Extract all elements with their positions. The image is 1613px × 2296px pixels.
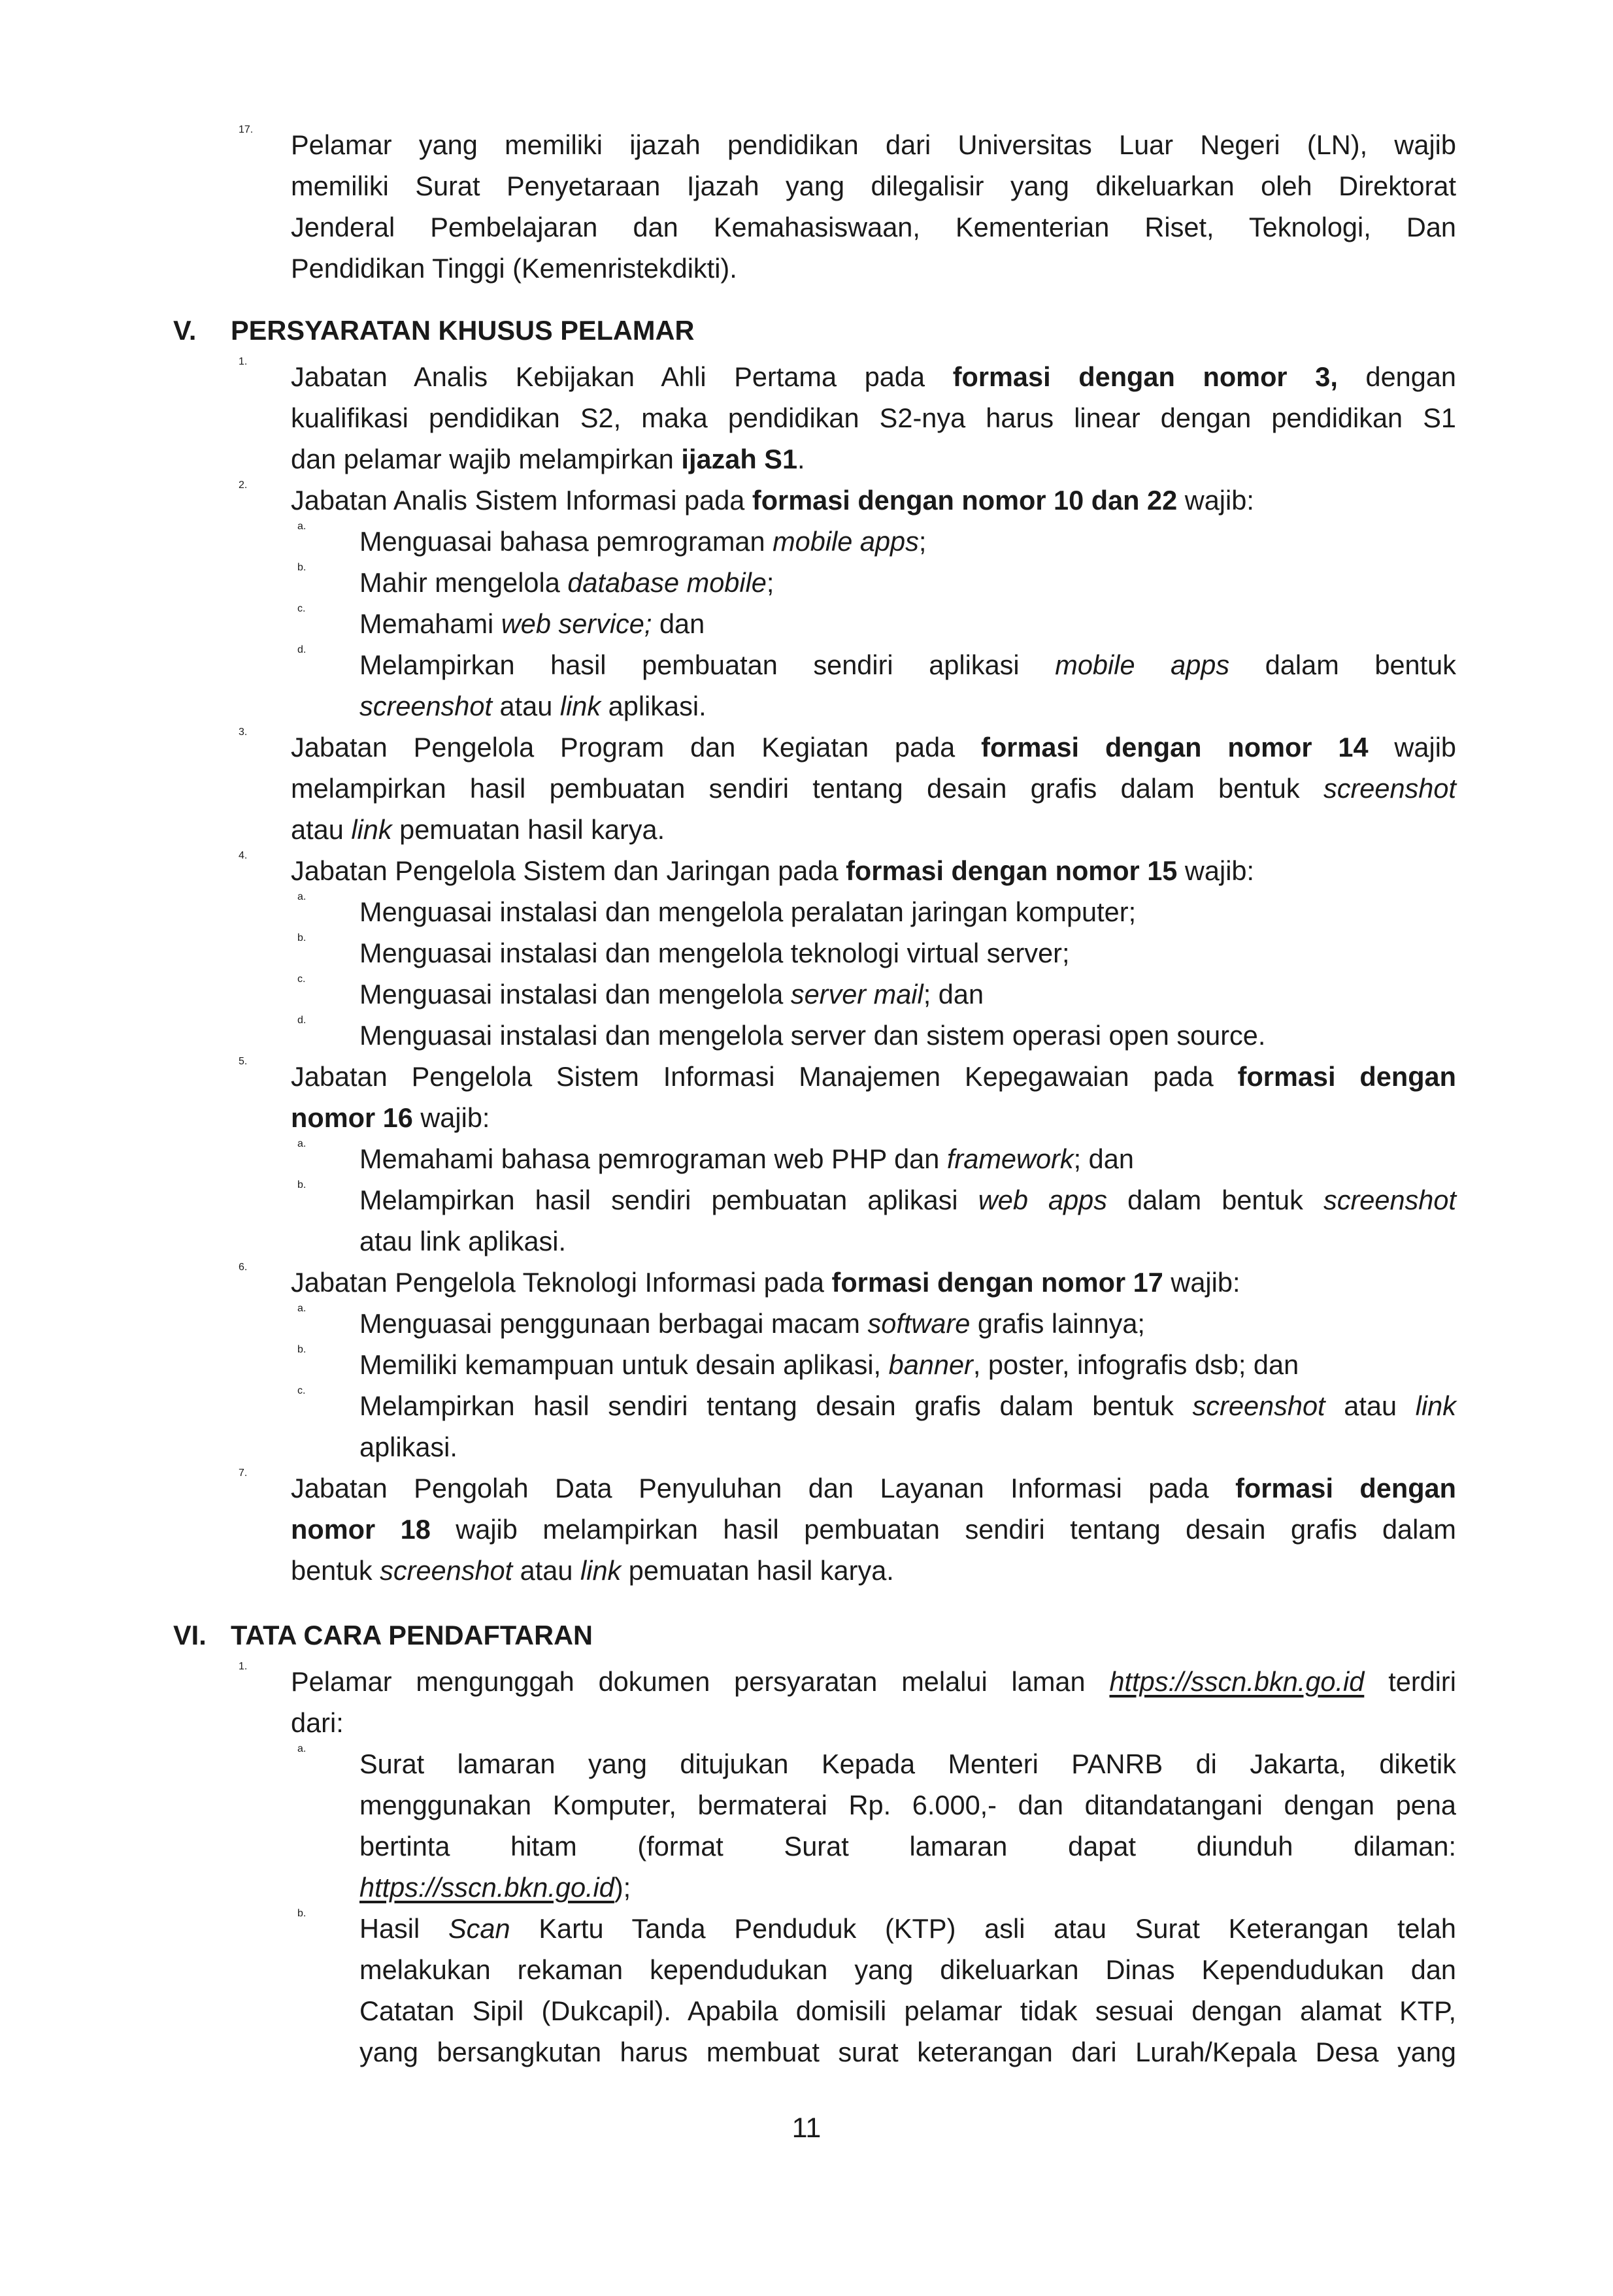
item-number: 7. [239, 1468, 248, 1479]
text-line: Menguasai instalasi dan mengelola server dan sistem operasi open source. [359, 1020, 1266, 1051]
text-line: Menguasai penggunaan berbagai macam software grafis lainnya; [359, 1308, 1145, 1339]
list-item-v7 [163, 1468, 1456, 1591]
text-line: nomor 16 wajib: [291, 1102, 490, 1133]
page-number: 11 [791, 2112, 822, 2144]
item-number: 17. [239, 124, 254, 135]
section-number: VI. [173, 1620, 207, 1650]
text-line: Memahami bahasa pemrograman web PHP dan framework; dan [359, 1143, 1134, 1174]
text-line: kualifikasi pendidikan S2, maka pendidikan S2-nya harus linear dengan pendidikan S1 [291, 402, 1456, 433]
list-item-v5 [163, 1056, 1456, 1138]
text-line: Jabatan Pengolah Data Penyuluhan dan Layanan Informasi pada formasi dengan [291, 1473, 1456, 1503]
section-number: V. [173, 315, 197, 346]
list-item-v4 [163, 850, 1456, 891]
item-number: 5. [239, 1056, 248, 1067]
text-line: Memahami web service; dan [359, 608, 705, 639]
sub-item-v2d [163, 644, 1456, 727]
item-number: 3. [239, 727, 248, 738]
sub-item-letter: a. [297, 891, 307, 902]
text-line: Jabatan Analis Kebijakan Ahli Pertama pada formasi dengan nomor 3, dengan [291, 361, 1456, 392]
sub-item-v6a [163, 1303, 1456, 1344]
text-line: bertinta hitam (format Surat lamaran dapat diunduh dilaman: [359, 1831, 1456, 1861]
sub-item-letter: a. [297, 1138, 307, 1149]
sub-item-letter: c. [297, 974, 306, 985]
text-line: Melampirkan hasil pembuatan sendiri aplikasi mobile apps dalam bentuk [359, 649, 1456, 680]
text-line: Jenderal Pembelajaran dan Kemahasiswaan, Kementerian Riset, Teknologi, Dan [291, 212, 1456, 242]
text-line: Jabatan Pengelola Sistem Informasi Manajemen Kepegawaian pada formasi dengan [291, 1061, 1456, 1092]
sub-item-vi1a [163, 1743, 1456, 1908]
item-number: 1. [239, 1661, 248, 1672]
text-line: Catatan Sipil (Dukcapil). Apabila domisili pelamar tidak sesuai dengan alamat KTP, [359, 1995, 1456, 2026]
sub-item-v5b [163, 1179, 1456, 1262]
list-item-v1 [163, 356, 1456, 480]
sscn-link[interactable]: https://sscn.bkn.go.id [359, 1872, 614, 1903]
sub-item-letter: b. [297, 1179, 307, 1190]
text-line: aplikasi. [359, 1432, 457, 1462]
text-line: melakukan rekaman kependudukan yang dikeluarkan Dinas Kependudukan dan [359, 1954, 1456, 1985]
text-line: Jabatan Pengelola Sistem dan Jaringan pada formasi dengan nomor 15 wajib: [291, 855, 1255, 886]
text-line: Hasil Scan Kartu Tanda Penduduk (KTP) asli atau Surat Keterangan telah [359, 1913, 1456, 1944]
list-item-v6 [163, 1262, 1456, 1303]
sscn-link[interactable]: https://sscn.bkn.go.id [1109, 1666, 1365, 1697]
text-line: nomor 18 wajib melampirkan hasil pembuatan sendiri tentang desain grafis dalam [291, 1514, 1457, 1545]
text-line: dari: [291, 1707, 344, 1738]
list-item-vi1 [163, 1661, 1456, 1743]
sub-item-v4d [163, 1015, 1456, 1056]
text-line: bentuk screenshot atau link pemuatan hasil karya. [291, 1555, 894, 1586]
text-line: menggunakan Komputer, bermaterai Rp. 6.000,- dan ditandatangani dengan pena [359, 1790, 1456, 1820]
text-line: Pelamar mengunggah dokumen persyaratan melalui laman https://sscn.bkn.go.id terdiri [291, 1666, 1456, 1697]
text-line: Pendidikan Tinggi (Kemenristekdikti). [291, 253, 737, 284]
sub-item-v4c [163, 974, 1456, 1015]
sub-item-v6c [163, 1385, 1456, 1468]
item-number: 4. [239, 850, 248, 861]
text-line: dan pelamar wajib melampirkan ijazah S1. [291, 444, 805, 474]
text-line: Melampirkan hasil sendiri pembuatan aplikasi web apps dalam bentuk screenshot [359, 1185, 1456, 1215]
sub-item-letter: c. [297, 1385, 306, 1396]
sub-item-letter: d. [297, 1015, 307, 1026]
section-title: TATA CARA PENDAFTARAN [231, 1620, 593, 1650]
sub-item-letter: a. [297, 521, 307, 532]
list-item-v3 [163, 727, 1456, 850]
page-content [163, 124, 1456, 2073]
text-line: atau link aplikasi. [359, 1226, 567, 1256]
item-number: 2. [239, 480, 248, 491]
item-number: 1. [239, 356, 248, 367]
text-line: Surat lamaran yang ditujukan Kepada Menteri PANRB di Jakarta, diketik [359, 1748, 1456, 1779]
text-line: Mahir mengelola database mobile; [359, 567, 774, 598]
text-line: melampirkan hasil pembuatan sendiri tentang desain grafis dalam bentuk screenshot [291, 773, 1456, 804]
list-item-v2 [163, 480, 1456, 521]
list-item-17 [163, 124, 1456, 289]
sub-item-letter: a. [297, 1303, 307, 1314]
text-line: Menguasai instalasi dan mengelola peralatan jaringan komputer; [359, 896, 1137, 927]
text-line: Menguasai bahasa pemrograman mobile apps; [359, 526, 927, 557]
text-line: yang bersangkutan harus membuat surat keterangan dari Lurah/Kepala Desa yang [359, 2037, 1456, 2067]
text-line: Jabatan Analis Sistem Informasi pada formasi dengan nomor 10 dan 22 wajib: [291, 485, 1254, 516]
sub-item-letter: a. [297, 1743, 307, 1754]
sub-item-letter: b. [297, 932, 307, 943]
sub-item-letter: b. [297, 1908, 307, 1919]
text-line: screenshot atau link aplikasi. [359, 691, 707, 721]
text-line: memiliki Surat Penyetaraan Ijazah yang dilegalisir yang dikeluarkan oleh Direktorat [291, 171, 1456, 201]
sub-item-letter: b. [297, 562, 307, 573]
sub-item-v2a [163, 521, 1456, 562]
sub-item-v4b [163, 932, 1456, 974]
text-line: Memiliki kemampuan untuk desain aplikasi, banner, poster, infografis dsb; dan [359, 1349, 1299, 1380]
section-title: PERSYARATAN KHUSUS PELAMAR [231, 315, 695, 346]
text-line: Menguasai instalasi dan mengelola teknologi virtual server; [359, 938, 1070, 968]
text-line: Menguasai instalasi dan mengelola server mail; dan [359, 979, 984, 1009]
text-line: https://sscn.bkn.go.id); [359, 1872, 631, 1903]
text-line: atau link pemuatan hasil karya. [291, 814, 665, 845]
sub-item-v6b [163, 1344, 1456, 1385]
text-line: Melampirkan hasil sendiri tentang desain grafis dalam bentuk screenshot atau link [359, 1390, 1456, 1421]
sub-item-letter: b. [297, 1344, 307, 1355]
sub-item-v4a [163, 891, 1456, 932]
sub-item-vi1b [163, 1908, 1456, 2073]
text-line: Jabatan Pengelola Program dan Kegiatan pada formasi dengan nomor 14 wajib [291, 732, 1456, 763]
text-line: Jabatan Pengelola Teknologi Informasi pada formasi dengan nomor 17 wajib: [291, 1267, 1240, 1298]
sub-item-v2c [163, 603, 1456, 644]
sub-item-letter: d. [297, 644, 307, 655]
sub-item-v5a [163, 1138, 1456, 1179]
item-number: 6. [239, 1262, 248, 1273]
sub-item-v2b [163, 562, 1456, 603]
section-vi-heading [163, 1615, 1456, 1656]
section-v-heading [163, 310, 1456, 351]
text-line: Pelamar yang memiliki ijazah pendidikan dari Universitas Luar Negeri (LN), wajib [291, 129, 1456, 160]
sub-item-letter: c. [297, 603, 306, 614]
